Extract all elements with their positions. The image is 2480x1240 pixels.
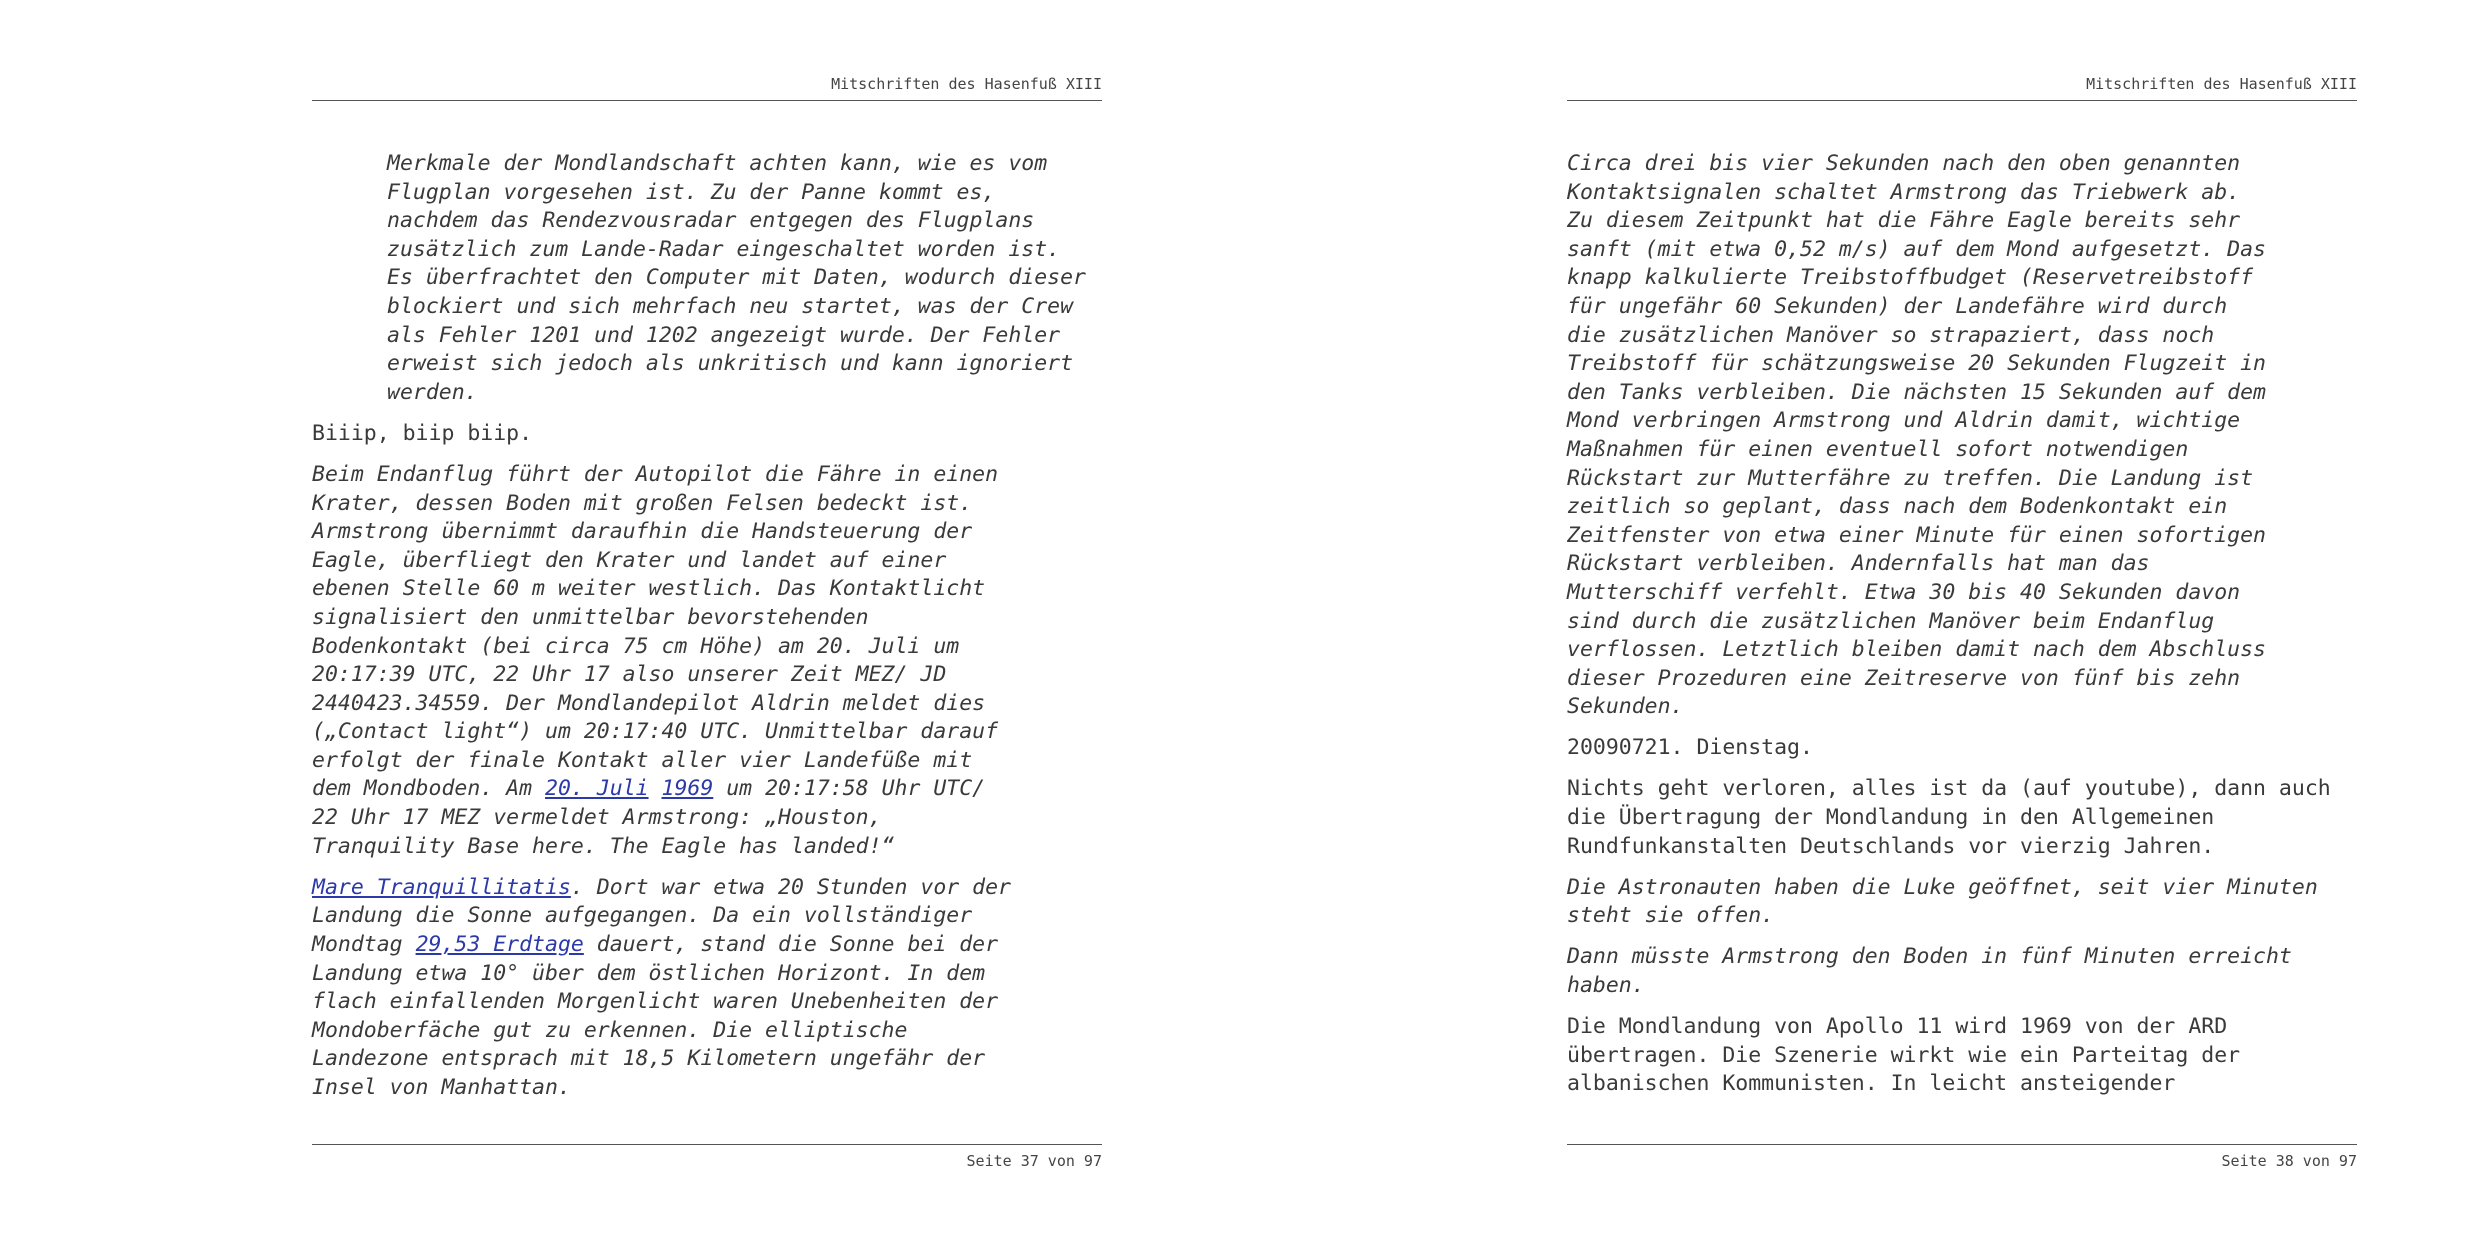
- paragraph-mare-tranquillitatis: Mare Tranquillitatis. Dort war etwa 20 Stunden vor der Landung die Sonne aufgegangen. Da ein vollständiger Mondtag 29,53 Erdtage dauert, stand die Sonne bei der Landung etwa 10° über dem östlichen Horizont. In dem flach einfallenden Morgenlicht waren Unebenheiten der Mondoberfäche gut zu erkennen. Die elliptische Landezone entsprach mit 18,5 Kilometern ungefähr der Insel von Manhattan.: [312, 874, 1011, 1100]
- link-erdtage[interactable]: 29,53 Erdtage: [415, 931, 584, 957]
- header-title: Mitschriften des Hasenfuß XIII: [831, 75, 1102, 93]
- link-1969[interactable]: 1969: [661, 776, 714, 802]
- page-number: Seite 38 von 97: [2221, 1152, 2357, 1170]
- page-footer: [1567, 1144, 2357, 1181]
- page-37: [312, 0, 1102, 1240]
- running-header: [1567, 74, 2357, 101]
- paragraph-computer-alarm: Merkmale der Mondlandschaft achten kann, wie es vom Flugplan vorgesehen ist. Zu der Panne kommt es, nachdem das Rendezvousradar entgegen des Flugplans zusätzlich zum Lande-Radar eingeschaltet worden ist. Es überfrachtet den Computer mit Daten, wodurch dieser blockiert und sich mehrfach neu startet, was der Crew als Fehler 1201 und 1202 angezeigt wurde. Der Fehler erweist sich jedoch als unkritisch und kann ignoriert werden.: [387, 151, 1086, 405]
- paragraph-luke: Die Astronauten haben die Luke geöffnet, seit vier Minuten steht sie offen.: [1567, 874, 2318, 929]
- page-number: Seite 37 von 97: [966, 1152, 1102, 1170]
- link-20-juli[interactable]: 20. Juli: [545, 776, 649, 802]
- paragraph-biiip: Biiip, biip biip.: [312, 420, 533, 446]
- paragraph-boden: Dann müsste Armstrong den Boden in fünf Minuten erreicht haben.: [1567, 944, 2292, 999]
- paragraph-youtube: Nichts geht verloren, alles ist da (auf youtube), dann auch die Übertragung der Mondlandung in den Allgemeinen Rundfunkanstalten Deutschlands vor vierzig Jahren.: [1567, 776, 2331, 859]
- paragraph-endanflug: Beim Endanflug führt der Autopilot die Fähre in einen Krater, dessen Boden mit großen Felsen bedeckt ist. Armstrong übernimmt daraufhin die Handsteuerung der Eagle, überfliegt den Krater und landet auf einer ebenen Stelle 60 m weiter westlich. Das Kontaktlicht signalisiert den unmittelbar bevorstehenden Bodenkontakt (bei circa 75 cm Höhe) am 20. Juli um 20:17:39 UTC, 22 Uhr 17 also unserer Zeit MEZ/ JD 2440423.34559. Der Mondlandepilot Aldrin meldet dies („Contact light“) um 20:17:40 UTC. Unmittelbar darauf erfolgt der finale Kontakt aller vier Landefüße mit dem Mondboden. Am 20. Juli 1969 um 20:17:58 Uhr UTC/ 22 Uhr 17 MEZ vermeldet Armstrong: „Houston, Tranquility Base here. The Eagle has landed!“: [312, 461, 999, 859]
- link-mare-tranquillitatis[interactable]: Mare Tranquillitatis: [312, 874, 571, 900]
- running-header: [312, 74, 1102, 101]
- paragraph-triebwerk: Circa drei bis vier Sekunden nach den oben genannten Kontaktsignalen schaltet Armstrong das Triebwerk ab. Zu diesem Zeitpunkt hat die Fähre Eagle bereits sehr sanft (mit etwa 0,52 m/s) auf dem Mond aufgesetzt. Das knapp kalkulierte Treibstoffbudget (Reservetreibstoff für ungefähr 60 Sekunden) der Landefähre wird durch die zusätzlichen Manöver so strapaziert, dass noch Treibstoff für schätzungsweise 20 Sekunden Flugzeit in den Tanks verbleiben. Die nächsten 15 Sekunden auf dem Mond verbringen Armstrong und Aldrin damit, wichtige Maßnahmen für einen eventuell sofort notwendigen Rückstart zur Mutterfähre zu treffen. Die Landung ist zeitlich so geplant, dass nach dem Bodenkontakt ein Zeitfenster von etwa einer Minute für einen sofortigen Rückstart verbleiben. Andernfalls hat man das Mutterschiff verfehlt. Etwa 30 bis 40 Sekunden davon sind durch die zusätzlichen Manöver beim Endanflug verflossen. Letztlich bleiben damit nach dem Abschluss dieser Prozeduren eine Zeitreserve von fünf bis zehn Sekunden.: [1567, 151, 2266, 720]
- page-38: [1567, 0, 2357, 1240]
- page-body: [312, 150, 1102, 1115]
- page-body: [1567, 150, 2357, 1111]
- paragraph-date: 20090721. Dienstag.: [1567, 735, 1813, 761]
- header-title: Mitschriften des Hasenfuß XIII: [2086, 75, 2357, 93]
- page-footer: [312, 1144, 1102, 1181]
- paragraph-ard: Die Mondlandung von Apollo 11 wird 1969 von der ARD übertragen. Die Szenerie wirkt wie ein Parteitag der albanischen Kommunisten. In leicht ansteigender: [1567, 1014, 2241, 1097]
